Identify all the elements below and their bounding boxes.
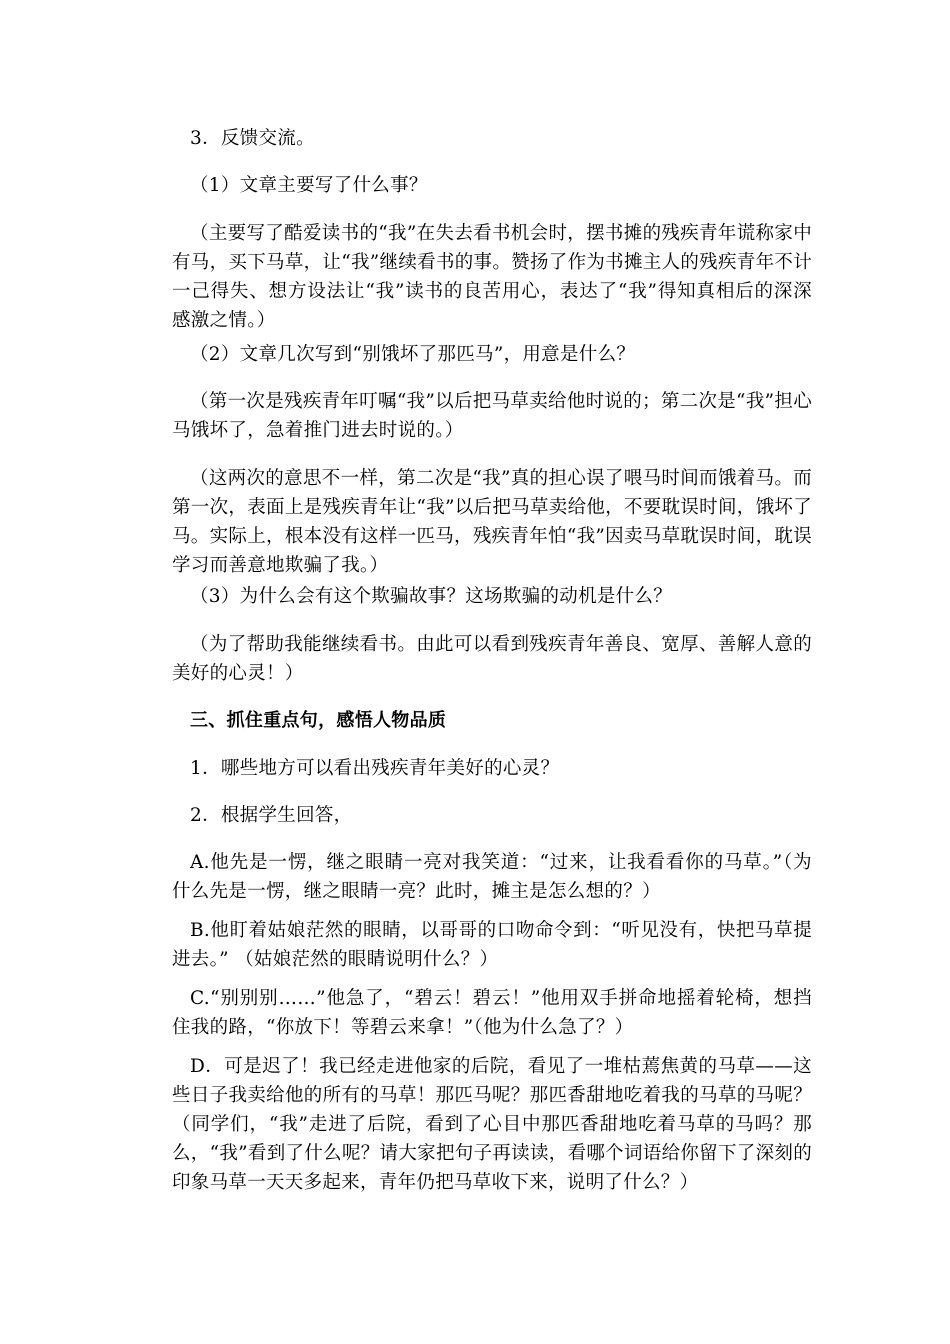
feedback-heading: 3．反馈交流。 [190,128,315,149]
section-3-title: 三、抓住重点句，感悟人物品质 [190,710,447,731]
step-2: 2．根据学生回答， [190,805,353,826]
sentence-a: A.他先是一愣，继之眼睛一亮对我笑道：“过来，让我看看你的马草。”（为什么先是一愣，继之眼睛一亮？此时，摊主是怎么想的？） [172,852,812,902]
sentence-d: D．可是迟了！我已经走进他家的后院，看见了一堆枯蔫焦黄的马草——这些日子我卖给他的所有的马草！那匹马呢？那匹香甜地吃着我的马草的马呢？（同学们，“我”走进了后院，看到了心目中那匹香甜地吃着马草的马吗？那么，“我”看到了什么呢？请大家把句子再读读，看哪个词语给你留下了深刻的印象马草一天天多起来，青年仍把马草收下来，说明了什么？） [172,1056,812,1193]
answer-2-part-2: （这两次的意思不一样，第二次是“我”真的担心误了喂马时间而饿着马。而第一次，表面上是残疾青年让“我”以后把马草卖给他，不要耽误时间，饿坏了马。实际上，根本没有这样一匹马，残疾青年怕“我”因卖马草耽误时间，耽误学习而善意地欺骗了我。） [172,468,812,576]
sentence-b: B.他盯着姑娘茫然的眼睛，以哥哥的口吻命令到：“听见没有，快把马草提进去。” （姑娘茫然的眼睛说明什么？） [172,920,812,970]
question-2: （2）文章几次写到“别饿坏了那匹马”，用意是什么？ [190,344,636,365]
answer-3: （为了帮助我能继续看书。由此可以看到残疾青年善良、宽厚、善解人意的美好的心灵！） [172,634,812,684]
answer-1: （主要写了酷爱读书的“我”在失去看书机会时，摆书摊的残疾青年谎称家中有马，买下马草，让“我”继续看书的事。赞扬了作为书摊主人的残疾青年不计一己得失、想方设法让“我”读书的良苦用心，表达了“我”得知真相后的深深感激之情。） [172,223,812,331]
answer-2-part-1: （第一次是残疾青年叮嘱“我”以后把马草卖给他时说的；第二次是“我”担心马饿坏了，急着推门进去时说的。） [172,391,812,441]
step-1: 1．哪些地方可以看出残疾青年美好的心灵？ [190,758,560,779]
question-1: （1）文章主要写了什么事？ [190,175,428,196]
sentence-c: C.“别别别……”他急了，“碧云！碧云！”他用双手拼命地摇着轮椅，想挡住我的路，“你放下！等碧云来拿！”（他为什么急了？） [172,988,812,1038]
question-3: （3）为什么会有这个欺骗故事？这场欺骗的动机是什么？ [190,586,673,607]
